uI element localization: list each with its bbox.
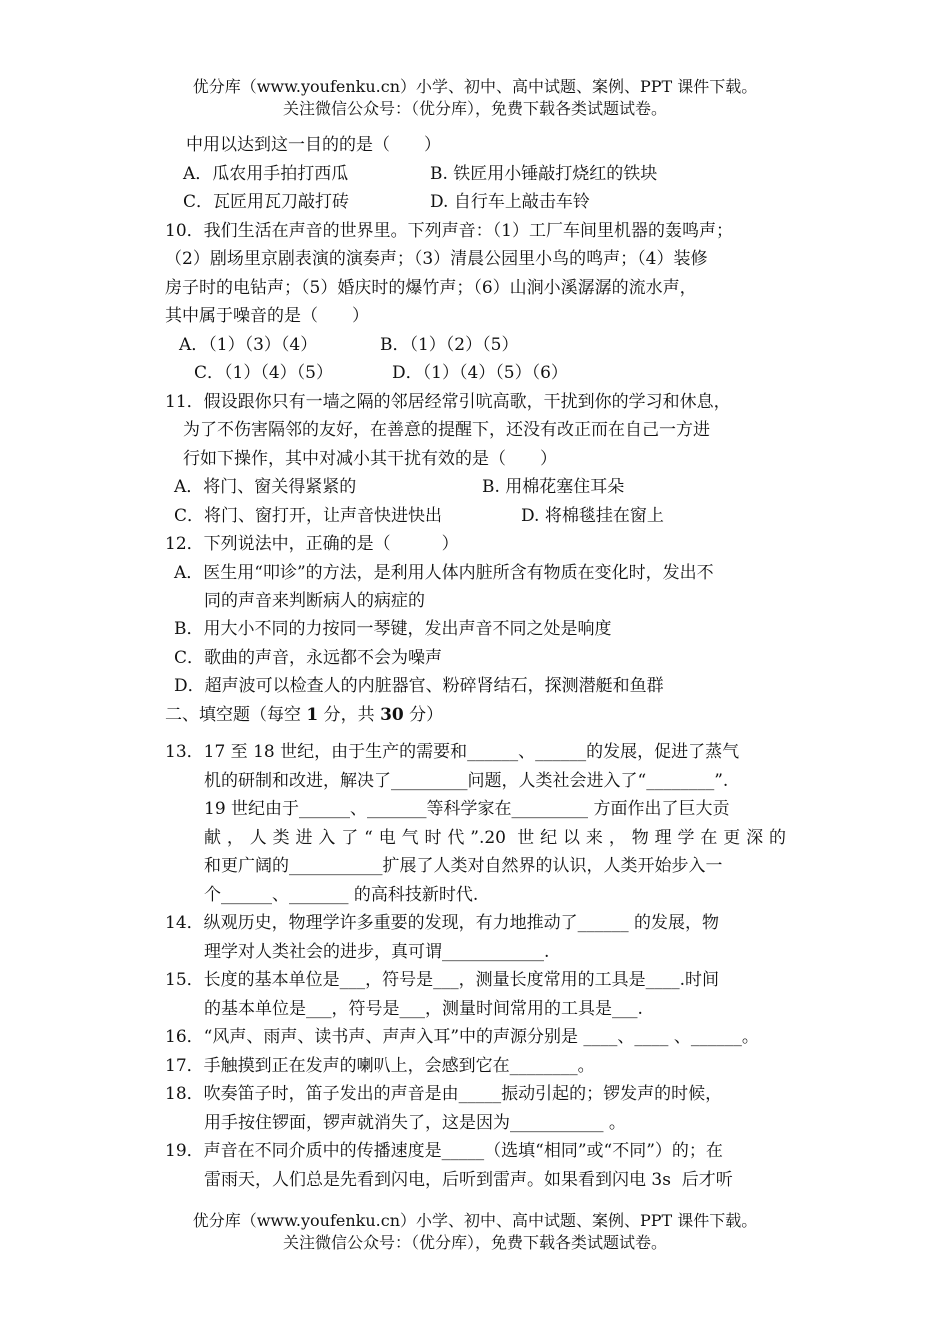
q10-option-b: B．（1）（2）（5） bbox=[380, 335, 519, 355]
q12-option-a-line-1: A．医生用“叩诊”的方法，是利用人体内脏所含有物质在变化时，发出不 bbox=[174, 563, 714, 583]
q10-line-1: 10．我们生活在声音的世界里。下列声音：（1）工厂车间里机器的轰鸣声； bbox=[165, 221, 733, 241]
header-line-1: 优分库（www.youfenku.cn）小学、初中、高中试题、案例、PPT 课件下载。 bbox=[192, 77, 758, 96]
q18-line-1: 18．吹奏笛子时，笛子发出的声音是由_____振动引起的；锣发声的时候， bbox=[165, 1084, 723, 1104]
q15-line-1: 15．长度的基本单位是___，符号是___，测量长度常用的工具是____.时间 bbox=[165, 970, 720, 990]
q10-option-d: D．（1）（4）（5）（6） bbox=[392, 363, 568, 383]
q17-line-1: 17．手触摸到正在发声的喇叭上，会感到它在________。 bbox=[165, 1056, 595, 1076]
q15-line-2: 的基本单位是___，符号是___，测量时间常用的工具是___. bbox=[204, 999, 643, 1019]
q12-option-c: C．歌曲的声音，永远都不会为噪声 bbox=[174, 648, 443, 668]
q12-option-a-line-2: 同的声音来判断病人的病症的 bbox=[204, 591, 425, 611]
q14-line-2: 理学对人类社会的进步，真可谓____________. bbox=[204, 942, 550, 962]
q12-option-b: B．用大小不同的力按同一琴键，发出声音不同之处是响度 bbox=[174, 619, 612, 639]
q14-line-1: 14．纵观历史，物理学许多重要的发现，有力地推动了______ 的发展，物 bbox=[165, 913, 720, 933]
q13-line-3: 19 世纪由于______、_______等科学家在_________ 方面作出了巨大贡 bbox=[204, 799, 730, 819]
q9-option-d: D. 自行车上敲击车铃 bbox=[430, 192, 590, 212]
q9-option-b: B. 铁匠用小锤敲打烧红的铁块 bbox=[430, 164, 658, 184]
q13-line-5: 和更广阔的___________扩展了人类对自然界的认识，人类开始步入一 bbox=[204, 856, 723, 876]
q9-option-a: A．瓜农用手拍打西瓜 bbox=[183, 164, 349, 184]
q11-option-d: D. 将棉毯挂在窗上 bbox=[521, 506, 664, 526]
q11-option-b: B. 用棉花塞住耳朵 bbox=[482, 477, 625, 497]
q10-option-a: A．（1）（3）（4） bbox=[179, 335, 318, 355]
q10-line-2: （2）剧场里京剧表演的演奏声；（3）清晨公园里小鸟的鸣声；（4）装修 bbox=[165, 249, 708, 269]
q11-line-1: 11．假设跟你只有一墙之隔的邻居经常引吭高歌，干扰到你的学习和休息， bbox=[165, 392, 731, 412]
q13-line-4: 献，人类进入了“电气时代”.20 世纪以来，物理学在更深的 bbox=[204, 828, 786, 848]
q11-option-c: C．将门、窗打开，让声音快进快出 bbox=[174, 506, 443, 526]
q9-tail: 中用以达到这一目的的是（ ） bbox=[186, 135, 441, 155]
q11-line-3: 行如下操作，其中对减小其干扰有效的是（ ） bbox=[183, 449, 557, 469]
q19-line-1: 19．声音在不同介质中的传播速度是_____（选填“相同”或“不同”）的；在 bbox=[165, 1141, 723, 1161]
footer-line-1: 优分库（www.youfenku.cn）小学、初中、高中试题、案例、PPT 课件下载。 bbox=[192, 1211, 758, 1230]
q11-line-2: 为了不伤害隔邻的友好，在善意的提醒下，还没有改正而在自己一方进 bbox=[183, 420, 710, 440]
footer-line-2: 关注微信公众号：（优分库），免费下载各类试题试卷。 bbox=[282, 1233, 667, 1252]
q19-line-2: 雷雨天，人们总是先看到闪电，后听到雷声。如果看到闪电 3s 后才听 bbox=[204, 1170, 733, 1190]
q12-option-d: D．超声波可以检查人的内脏器官、粉碎肾结石，探测潜艇和鱼群 bbox=[174, 676, 664, 696]
q18-line-2: 用手按住锣面，锣声就消失了，这是因为___________ 。 bbox=[204, 1113, 626, 1133]
q13-line-1: 13．17 至 18 世纪，由于生产的需要和______、______的发展，促进了蒸气 bbox=[165, 742, 740, 762]
header-line-2: 关注微信公众号：（优分库），免费下载各类试题试卷。 bbox=[282, 99, 667, 118]
q10-line-3: 房子时的电钻声；（5）婚庆时的爆竹声；（6）山涧小溪潺潺的流水声， bbox=[165, 278, 697, 298]
section-2-title: 二、填空题（每空 1 分，共 30 分） bbox=[165, 705, 444, 725]
q9-option-c: C．瓦匠用瓦刀敲打砖 bbox=[183, 192, 350, 212]
q11-option-a: A．将门、窗关得紧紧的 bbox=[174, 477, 357, 497]
q10-option-c: C．（1）（4）（5） bbox=[194, 363, 333, 383]
q13-line-6: 个______、_______ 的高科技新时代. bbox=[204, 885, 479, 905]
q10-line-4: 其中属于噪音的是（ ） bbox=[165, 306, 369, 326]
q13-line-2: 机的研制和改进，解决了_________问题，人类社会进入了“________”. bbox=[204, 771, 729, 791]
q12-line-1: 12．下列说法中，正确的是（ ） bbox=[165, 534, 459, 554]
q16-line-1: 16．“风声、雨声、读书声、声声入耳”中的声源分别是 ____、____ 、______。 bbox=[165, 1027, 759, 1047]
